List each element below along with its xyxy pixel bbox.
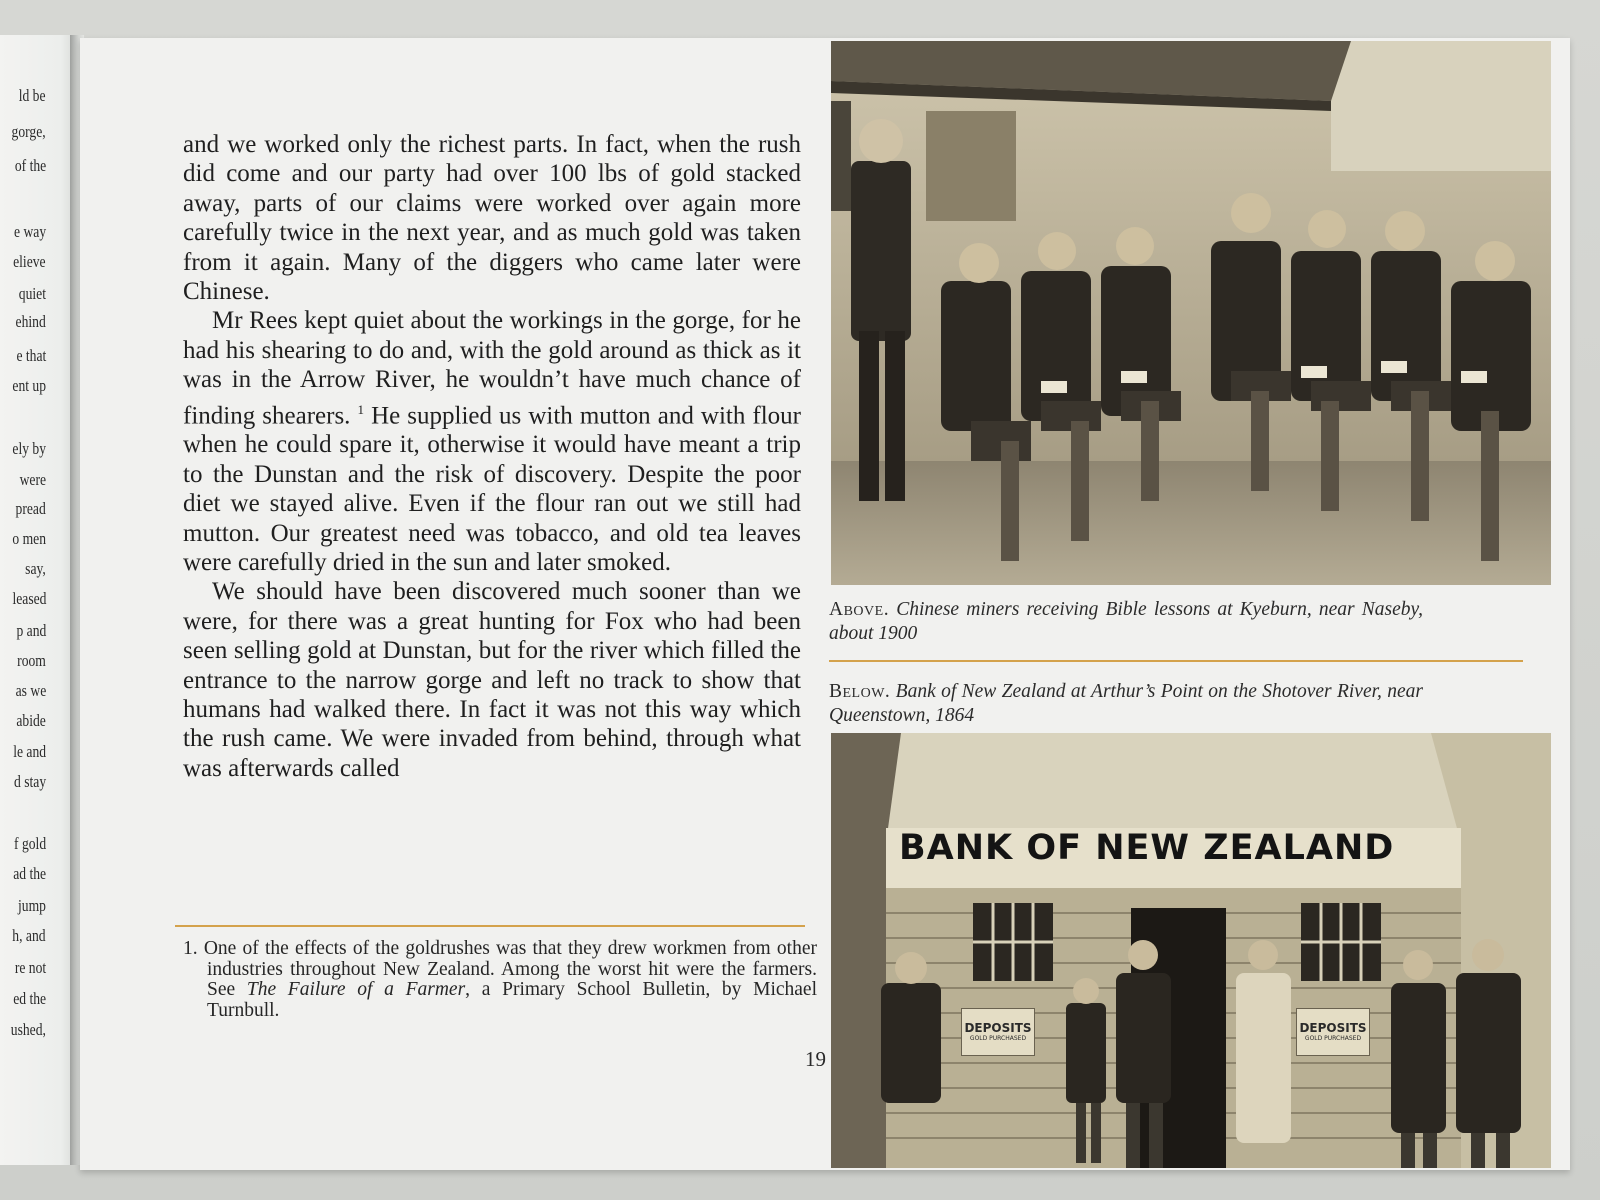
paragraph-text: Mr Rees kept quiet about the workings in the gorge, for he had his shearing to do and, with the gold around as thick as it was in the Arrow River, he wouldn’t have much chance of finding shearers. [183, 307, 801, 429]
left-page-fragment: say, [25, 559, 46, 578]
paragraph-text: He supplied us with mutton and with flour when he could spare it, otherwise it would have meant a trip to the Dunstan and the risk of discovery. Despite the poor diet we stayed alive. Even if the flour ran out we still had mutton. Our greatest need was tobacco, and old tea leaves were carefully dried in the sun and later smoked. [183, 401, 801, 577]
left-page-fragment: o men [12, 529, 46, 548]
left-page-fragment: room [17, 651, 46, 670]
footnote-reference: 1 [357, 401, 364, 417]
deposits-sign-right [1296, 1008, 1370, 1056]
caption-text: Chinese miners receiving Bible lessons at Kyeburn, near Naseby, about 1900 [829, 599, 1423, 644]
left-page-fragment: ed the [13, 989, 46, 1008]
paragraph [183, 306, 801, 577]
deposits-sign-left [961, 1008, 1035, 1056]
left-page-fragment: re not [14, 958, 46, 977]
caption-text: Bank of New Zealand at Arthur’s Point on the Shotover River, near Queenstown, 1864 [829, 681, 1424, 726]
left-page-fragment: jump [18, 896, 46, 915]
left-page-fragment: h, and [12, 926, 46, 945]
left-page-fragment: d stay [13, 772, 46, 791]
caption-label: Below. [829, 681, 891, 702]
paragraph: We should have been discovered much sooner than we were, for there was a great hunting for Fox who had been seen selling gold at Dunstan, but for the river which filled the entrance to the narrow gorge and left no track to show that humans had walked there. In fact it was not this way which the rush came. We were invaded from behind, through what was afterwards called [183, 578, 801, 782]
left-page-fragment: as we [15, 681, 46, 700]
footnote-rule [175, 925, 805, 927]
left-page-fragment: were [19, 470, 46, 489]
left-page-fragment: ad the [13, 864, 46, 883]
left-page-fragment: of the [14, 156, 46, 175]
book-page [80, 38, 1570, 1170]
left-page-fragment: ent up [12, 376, 46, 395]
left-page-fragment: pread [15, 499, 46, 518]
footnote-suffix: , a Primary School Bulletin, by Michael Turnbull. [207, 979, 817, 1021]
left-page-fragment: leased [12, 589, 46, 608]
left-page-fragment: ld be [19, 86, 46, 105]
left-page-fragment: ely by [12, 439, 46, 458]
chinese-miners-illustration [831, 41, 1551, 585]
left-page-fragment: e that [16, 346, 46, 365]
left-page-fragment: p and [16, 621, 46, 640]
left-page-fragment: elieve [13, 252, 46, 271]
page-number: 19 [805, 1047, 826, 1071]
caption-rule [829, 660, 1523, 662]
left-page-fragment: f gold [13, 834, 46, 853]
left-page-fragment: e way [13, 222, 46, 241]
body-text [183, 130, 801, 783]
caption-below [829, 680, 1423, 727]
gold-purchased-text: GOLD PURCHASED [1304, 1035, 1362, 1042]
left-page-fragment: ushed, [10, 1020, 46, 1039]
left-page-fragment: ehind [15, 312, 46, 331]
footnote-title: The Failure of a Farmer [246, 979, 466, 1000]
previous-page-edge [0, 35, 76, 1165]
deposits-text: DEPOSITS [964, 1021, 1032, 1035]
bank-photo [831, 733, 1551, 1168]
bank-illustration [831, 733, 1551, 1168]
left-page-fragment: gorge, [11, 122, 46, 141]
bank-sign: BANK OF NEW ZEALAND [899, 828, 1395, 868]
left-page-fragment: le and [13, 742, 46, 761]
caption-above [829, 598, 1423, 645]
footnote-text: One of the effects of the goldrushes was that they drew workmen from other industries throughout New Zealand. Among the worst hit were the farmers. See [203, 938, 818, 1000]
footnote-number: 1. [183, 938, 198, 959]
left-page-fragment: abide [16, 711, 46, 730]
caption-label: Above. [829, 599, 890, 620]
left-page-fragment: quiet [18, 284, 46, 303]
chinese-miners-photo [831, 41, 1551, 585]
deposits-text: DEPOSITS [1299, 1021, 1367, 1035]
gold-purchased-text: GOLD PURCHASED [969, 1035, 1027, 1042]
footnote [183, 939, 817, 1021]
paragraph: and we worked only the richest parts. In fact, when the rush did come and our party had over 100 lbs of gold stacked away, parts of our claims were worked over again more carefully twice in the next year, and as much gold was taken from it again. Many of the diggers who came later were Chinese. [183, 131, 801, 306]
